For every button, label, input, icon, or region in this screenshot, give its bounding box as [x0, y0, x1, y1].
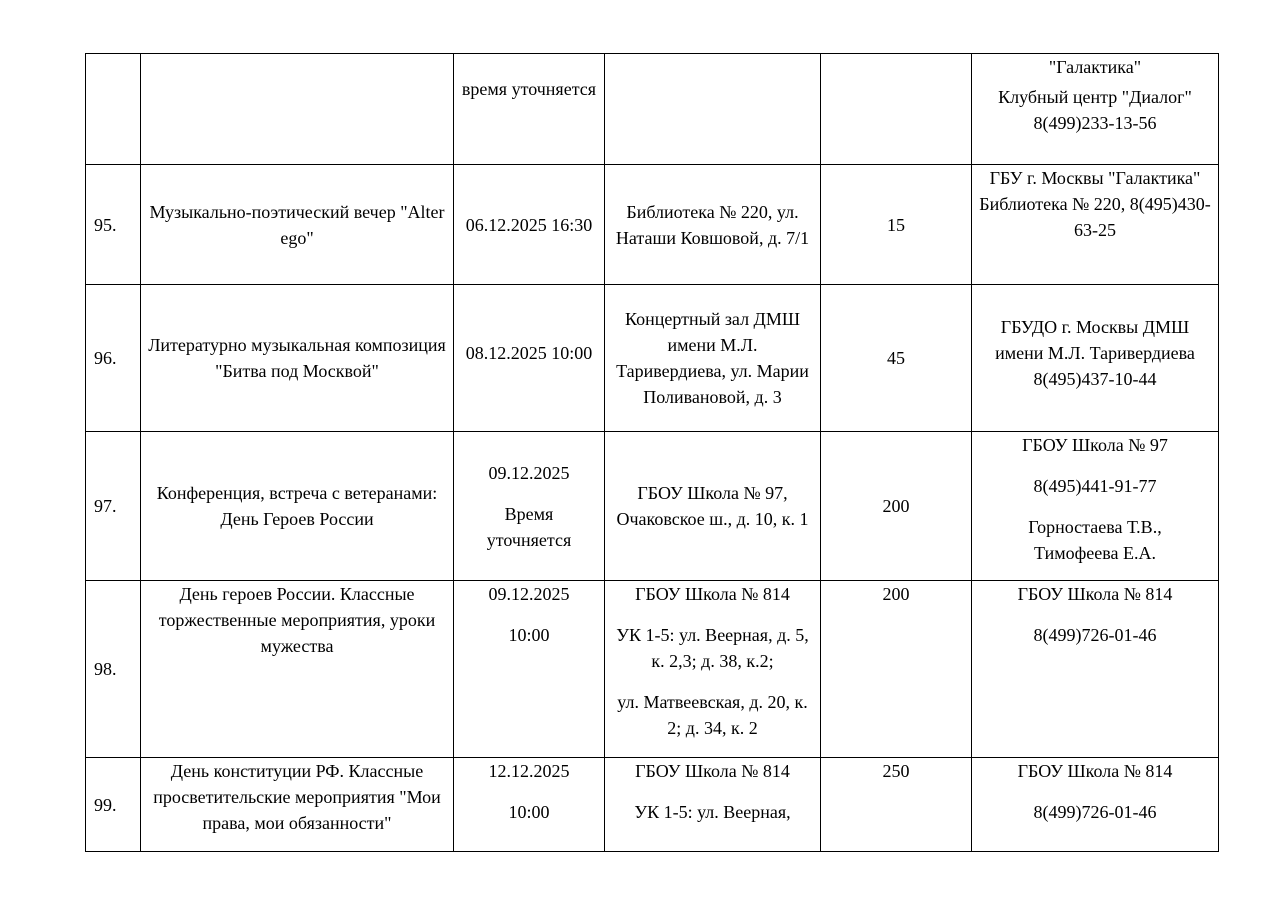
datetime-line: 12.12.2025 [488, 761, 570, 781]
place-line: ул. Матвеевская, д. 20, к. 2; д. 34, к. 2 [617, 692, 808, 738]
event-place [605, 432, 821, 581]
organizer-line: Клубный центр "Диалог" 8(499)233-13-56 [998, 87, 1192, 133]
table-row [86, 285, 1219, 432]
organizer-line: Горностаева Т.В., Тимофеева Е.А. [1028, 517, 1162, 563]
datetime-line: время уточняется [461, 79, 597, 99]
row-number: 95. [86, 165, 141, 285]
event-name: День героев России. Классные торжественные мероприятия, уроки мужества [141, 581, 454, 758]
datetime-line: 08.12.2025 10:00 [465, 343, 593, 363]
table-row [86, 165, 1219, 285]
organizer [972, 165, 1219, 285]
event-name: Музыкально-поэтический вечер "Alter ego" [141, 165, 454, 285]
event-place [605, 758, 821, 852]
event-datetime [454, 54, 605, 165]
place-line: УК 1-5: ул. Веерная, д. 5, к. 2,3; д. 38, к.2; [616, 625, 809, 671]
datetime-line: 06.12.2025 16:30 [465, 214, 593, 235]
row-number: 96. [86, 285, 141, 432]
participant-count [821, 54, 972, 165]
organizer [972, 54, 1219, 165]
event-datetime [454, 432, 605, 581]
event-place [605, 54, 821, 165]
event-place [605, 285, 821, 432]
organizer-line: ГБОУ Школа № 97 [1022, 435, 1168, 455]
place-line: ГБОУ Школа № 814 [635, 761, 790, 781]
organizer [972, 758, 1219, 852]
event-name: Литературно музыкальная композиция "Битва под Москвой" [141, 285, 454, 432]
table-row [86, 432, 1219, 581]
events-table [85, 53, 1219, 852]
participant-count: 15 [821, 165, 972, 285]
datetime-line: 09.12.2025 [488, 462, 570, 483]
organizer [972, 432, 1219, 581]
organizer-line: ГБОУ Школа № 814 [1017, 761, 1173, 781]
row-number: 99. [86, 758, 141, 852]
datetime-line: 09.12.2025 [488, 584, 570, 604]
event-place [605, 165, 821, 285]
document-page [85, 53, 1218, 852]
participant-count: 250 [821, 758, 972, 852]
table-row [86, 54, 1219, 165]
participant-count: 45 [821, 285, 972, 432]
row-number: 97. [86, 432, 141, 581]
organizer-line: 8(499)726-01-46 [1033, 802, 1157, 822]
event-datetime [454, 285, 605, 432]
organizer-line: ГБУДО г. Москвы ДМШ имени М.Л. Таривердиева 8(495)437-10-44 [995, 317, 1195, 389]
organizer-line: "Галактика" [1048, 57, 1142, 77]
place-line: Концертный зал ДМШ имени М.Л. Таривердиева, ул. Марии Поливановой, д. 3 [616, 309, 809, 407]
organizer [972, 285, 1219, 432]
table-row [86, 758, 1219, 852]
organizer-line: 8(499)726-01-46 [1033, 625, 1157, 645]
event-name [141, 54, 454, 165]
event-place [605, 581, 821, 758]
datetime-line: 10:00 [508, 802, 550, 822]
place-line: ГБОУ Школа № 97, Очаковское ш., д. 10, к. 1 [616, 483, 809, 529]
event-datetime [454, 581, 605, 758]
datetime-line: Время уточняется [486, 503, 572, 550]
place-line: Библиотека № 220, ул. Наташи Ковшовой, д. 7/1 [615, 201, 810, 248]
row-number [86, 54, 141, 165]
organizer [972, 581, 1219, 758]
place-line: УК 1-5: ул. Веерная, [634, 802, 791, 822]
organizer-line: ГБОУ Школа № 814 [1017, 584, 1173, 604]
row-number: 98. [86, 581, 141, 758]
organizer-line: ГБУ г. Москвы "Галактика" Библиотека № 220, 8(495)430-63-25 [979, 168, 1211, 240]
participant-count: 200 [821, 432, 972, 581]
organizer-line: 8(495)441-91-77 [1033, 476, 1157, 496]
table-row [86, 581, 1219, 758]
participant-count: 200 [821, 581, 972, 758]
event-datetime [454, 165, 605, 285]
place-line: ГБОУ Школа № 814 [635, 584, 790, 604]
event-datetime [454, 758, 605, 852]
datetime-line: 10:00 [508, 625, 550, 645]
event-name: Конференция, встреча с ветеранами: День Героев России [141, 432, 454, 581]
event-name: День конституции РФ. Классные просветительские мероприятия "Мои права, мои обязанности" [141, 758, 454, 852]
